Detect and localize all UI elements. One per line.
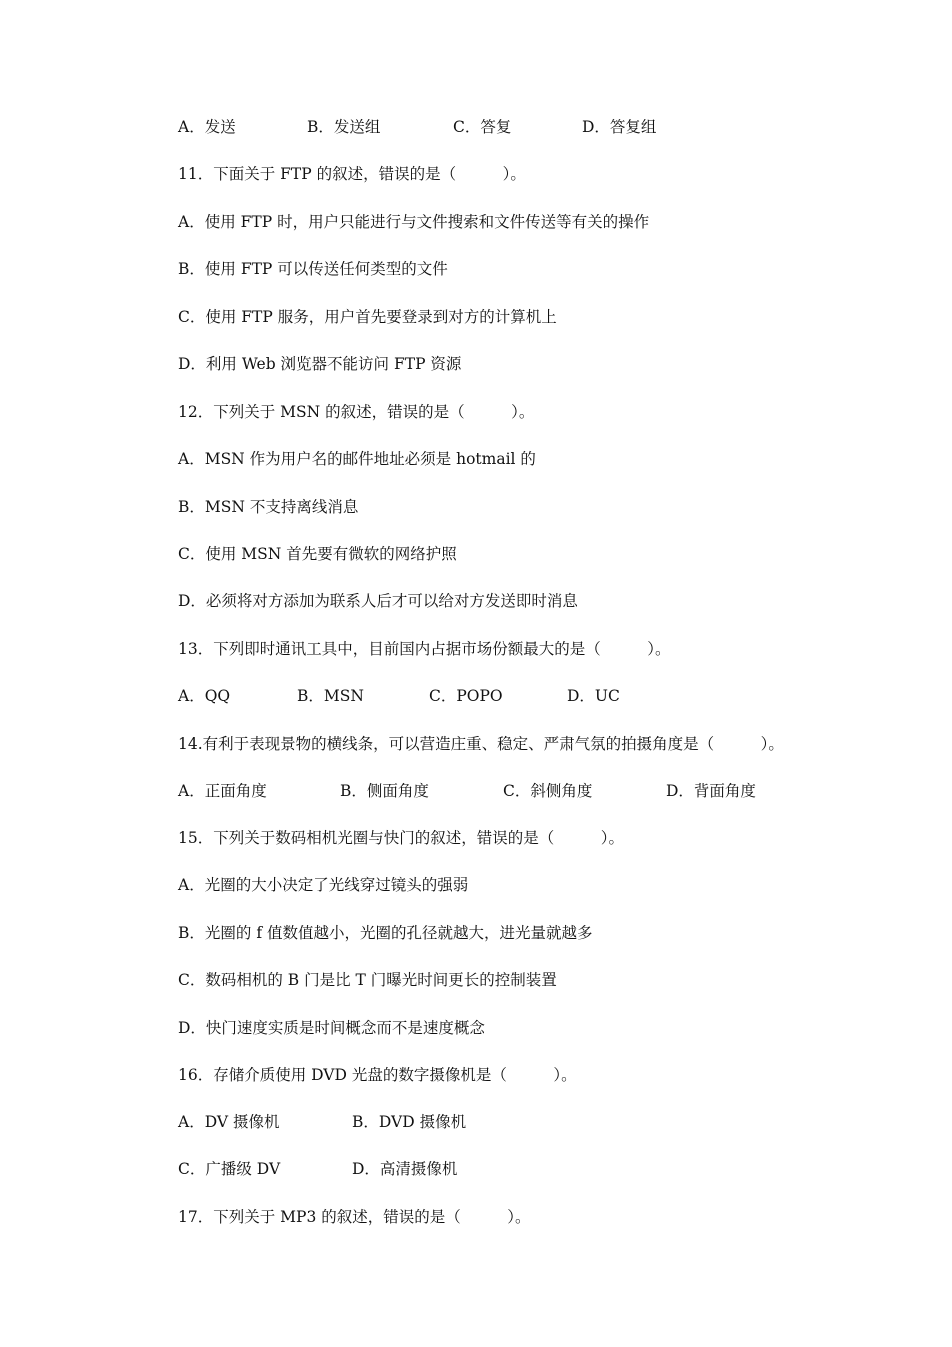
option-c: C．斜侧角度 <box>503 782 593 800</box>
option-c: C．广播级 DV <box>178 1160 281 1178</box>
question-12-option-c: C．使用 MSN 首先要有微软的网络护照 <box>178 545 457 563</box>
question-14: 14.有利于表现景物的横线条，可以营造庄重、稳定、严肃气氛的拍摄角度是（ ）。 <box>178 735 784 753</box>
question-15-option-b: B．光圈的 f 值数值越小，光圈的孔径就越大，进光量就越多 <box>178 924 593 942</box>
option-a: A．QQ <box>178 687 231 705</box>
option-a: A．正面角度 <box>178 782 267 800</box>
option-d: D．高清摄像机 <box>352 1160 458 1178</box>
option-d: D．UC <box>567 687 620 705</box>
option-b: B．侧面角度 <box>340 782 429 800</box>
question-11: 11．下面关于 FTP 的叙述，错误的是（ ）。 <box>178 165 526 183</box>
question-11-option-c: C．使用 FTP 服务，用户首先要登录到对方的计算机上 <box>178 308 557 326</box>
question-12-option-b: B．MSN 不支持离线消息 <box>178 498 359 516</box>
question-15-option-d: D．快门速度实质是时间概念而不是速度概念 <box>178 1019 485 1037</box>
option-a: A．DV 摄像机 <box>178 1113 280 1131</box>
question-17: 17．下列关于 MP3 的叙述，错误的是（ ）。 <box>178 1208 531 1226</box>
question-15: 15．下列关于数码相机光圈与快门的叙述，错误的是（ ）。 <box>178 829 624 847</box>
option-b: B．发送组 <box>307 118 381 136</box>
option-b: B．DVD 摄像机 <box>352 1113 467 1131</box>
option-c: C．POPO <box>429 687 503 705</box>
question-11-option-a: A．使用 FTP 时，用户只能进行与文件搜索和文件传送等有关的操作 <box>178 213 650 231</box>
option-d: D．背面角度 <box>666 782 756 800</box>
question-12: 12．下列关于 MSN 的叙述，错误的是（ ）。 <box>178 403 535 421</box>
question-13: 13．下列即时通讯工具中，目前国内占据市场份额最大的是（ ）。 <box>178 640 671 658</box>
option-d: D．答复组 <box>582 118 657 136</box>
option-c: C．答复 <box>453 118 512 136</box>
question-16: 16．存储介质使用 DVD 光盘的数字摄像机是（ ）。 <box>178 1066 577 1084</box>
option-b: B．MSN <box>297 687 364 705</box>
question-11-option-b: B．使用 FTP 可以传送任何类型的文件 <box>178 260 448 278</box>
option-a: A．发送 <box>178 118 236 136</box>
question-12-option-d: D．必须将对方添加为联系人后才可以给对方发送即时消息 <box>178 592 578 610</box>
question-15-option-c: C．数码相机的 B 门是比 T 门曝光时间更长的控制装置 <box>178 971 557 989</box>
question-12-option-a: A．MSN 作为用户名的邮件地址必须是 hotmail 的 <box>178 450 536 468</box>
question-15-option-a: A．光圈的大小决定了光线穿过镜头的强弱 <box>178 876 469 894</box>
question-11-option-d: D．利用 Web 浏览器不能访问 FTP 资源 <box>178 355 462 373</box>
